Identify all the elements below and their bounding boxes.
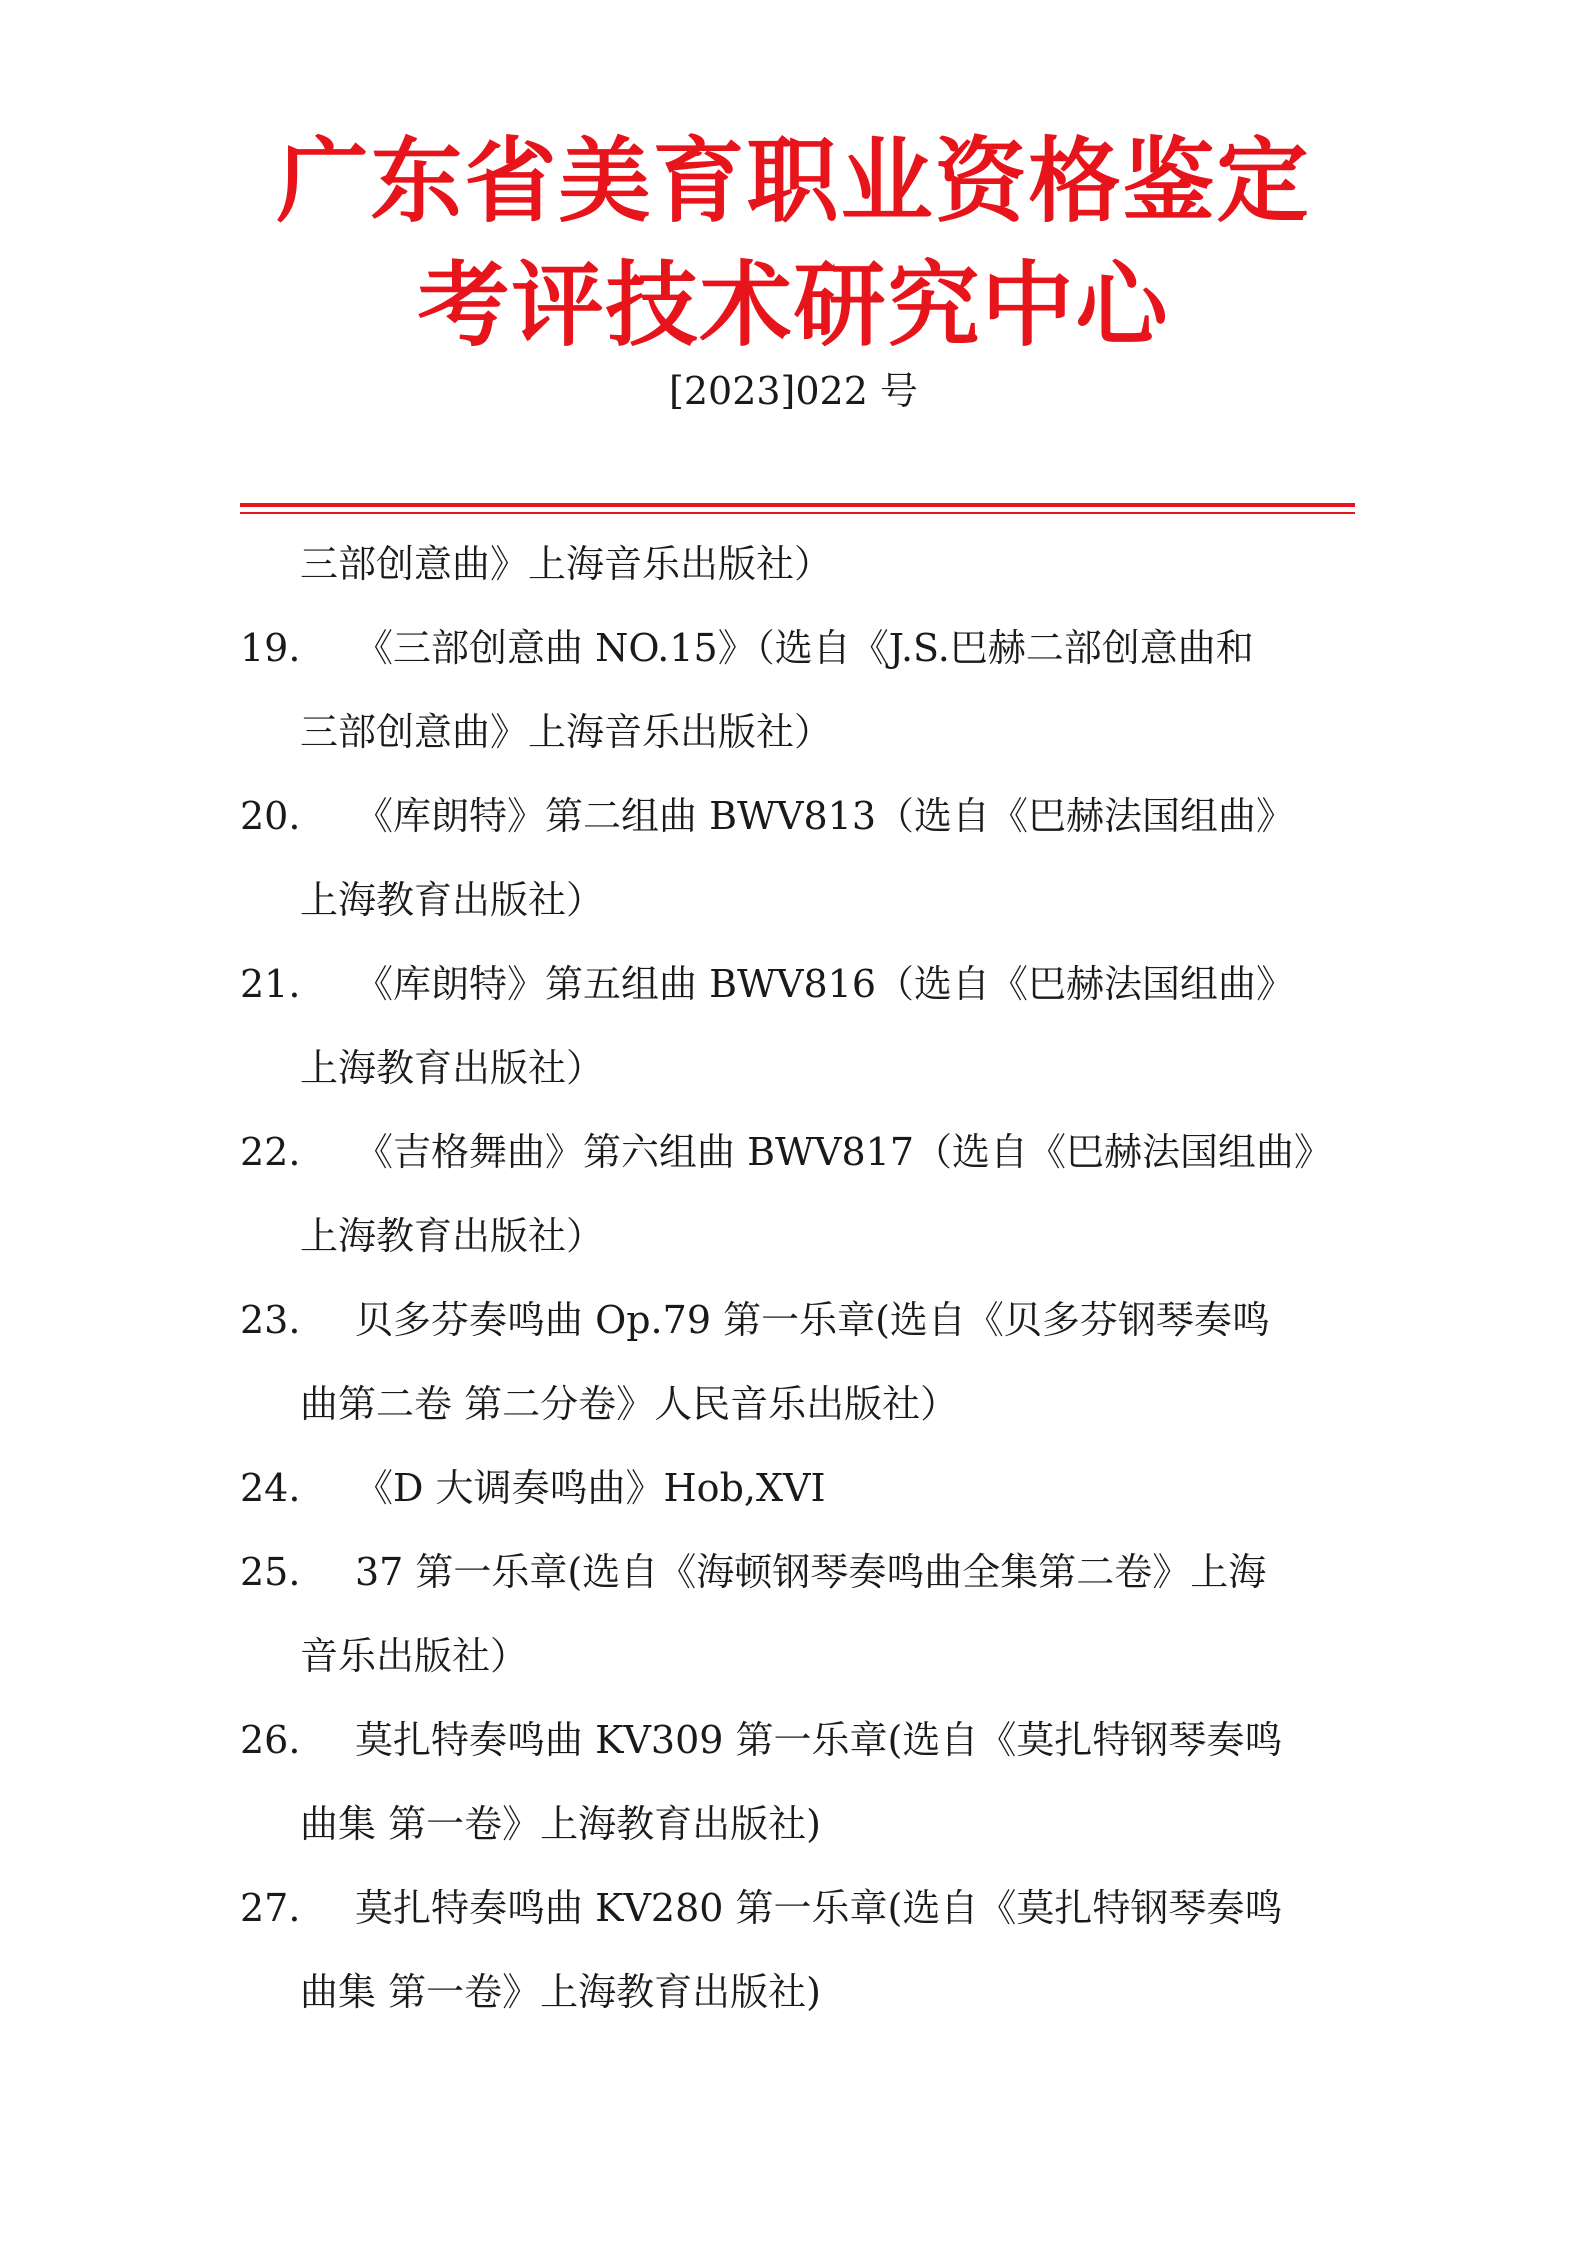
list-item-text: 上海教育出版社） — [300, 878, 605, 922]
list-item-number: 27. — [240, 1886, 301, 1930]
list-item-number: 19. — [240, 626, 301, 670]
list-item-text: 三部创意曲》上海音乐出版社） — [300, 710, 833, 754]
list-item-number: 20. — [240, 794, 301, 838]
list-item — [240, 1278, 1355, 1362]
list-item-text: 贝多芬奏鸣曲 Op.79 第一乐章(选自《贝多芬钢琴奏鸣 — [355, 1298, 1270, 1342]
list-item-continuation — [240, 1026, 1355, 1110]
list-item-text: 莫扎特奏鸣曲 KV309 第一乐章(选自《莫扎特钢琴奏鸣 — [355, 1718, 1283, 1762]
list-item-continuation — [240, 1614, 1355, 1698]
list-item-text: 上海教育出版社） — [300, 1214, 605, 1258]
list-item-continuation — [240, 1362, 1355, 1446]
list-item-continuation — [240, 858, 1355, 942]
list-item — [240, 1698, 1355, 1782]
list-item-text: 三部创意曲》上海音乐出版社） — [300, 542, 833, 586]
list-item — [240, 942, 1355, 1026]
list-item-text: 音乐出版社） — [300, 1634, 529, 1678]
list-item — [240, 1110, 1355, 1194]
list-item-continuation — [240, 690, 1355, 774]
document-number: [2023]022 号 — [669, 369, 918, 413]
list-item-number: 26. — [240, 1718, 301, 1762]
list-item — [240, 606, 1355, 690]
list-item-text: 曲第二卷 第二分卷》人民音乐出版社） — [300, 1382, 959, 1426]
org-title-line1: 广东省美育职业资格鉴定 — [276, 128, 1311, 235]
list-item-continuation — [240, 1782, 1355, 1866]
list-item-number: 23. — [240, 1298, 301, 1342]
list-item-text: 《三部创意曲 NO.15》（选自《J.S.巴赫二部创意曲和 — [355, 626, 1254, 670]
list-item-continuation — [240, 522, 1355, 606]
list-item-number: 24. — [240, 1466, 301, 1510]
list-item-text: 37 第一乐章(选自《海顿钢琴奏鸣曲全集第二卷》上海 — [355, 1550, 1267, 1594]
header-divider-thin — [240, 512, 1355, 514]
list-item-text: 莫扎特奏鸣曲 KV280 第一乐章(选自《莫扎特钢琴奏鸣 — [355, 1886, 1283, 1930]
list-item — [240, 1866, 1355, 1950]
list-item — [240, 1446, 1355, 1530]
list-item-text: 《库朗特》第五组曲 BWV816（选自《巴赫法国组曲》 — [355, 962, 1295, 1006]
repertoire-list — [240, 522, 1355, 2034]
header-divider-thick — [240, 503, 1355, 507]
list-item-text: 《D 大调奏鸣曲》Hob,XVI — [355, 1466, 826, 1510]
list-item — [240, 1530, 1355, 1614]
list-item-number: 22. — [240, 1130, 301, 1174]
list-item-continuation — [240, 1194, 1355, 1278]
list-item-text: 曲集 第一卷》上海教育出版社) — [300, 1802, 821, 1846]
list-item — [240, 774, 1355, 858]
list-item-number: 25. — [240, 1550, 301, 1594]
list-item-text: 上海教育出版社） — [300, 1046, 605, 1090]
list-item-text: 《库朗特》第二组曲 BWV813（选自《巴赫法国组曲》 — [355, 794, 1295, 838]
list-item-text: 《吉格舞曲》第六组曲 BWV817（选自《巴赫法国组曲》 — [355, 1130, 1333, 1174]
list-item-number: 21. — [240, 962, 301, 1006]
list-item-text: 曲集 第一卷》上海教育出版社) — [300, 1970, 821, 2014]
list-item-continuation — [240, 1950, 1355, 2034]
org-title-line2: 考评技术研究中心 — [417, 252, 1170, 359]
